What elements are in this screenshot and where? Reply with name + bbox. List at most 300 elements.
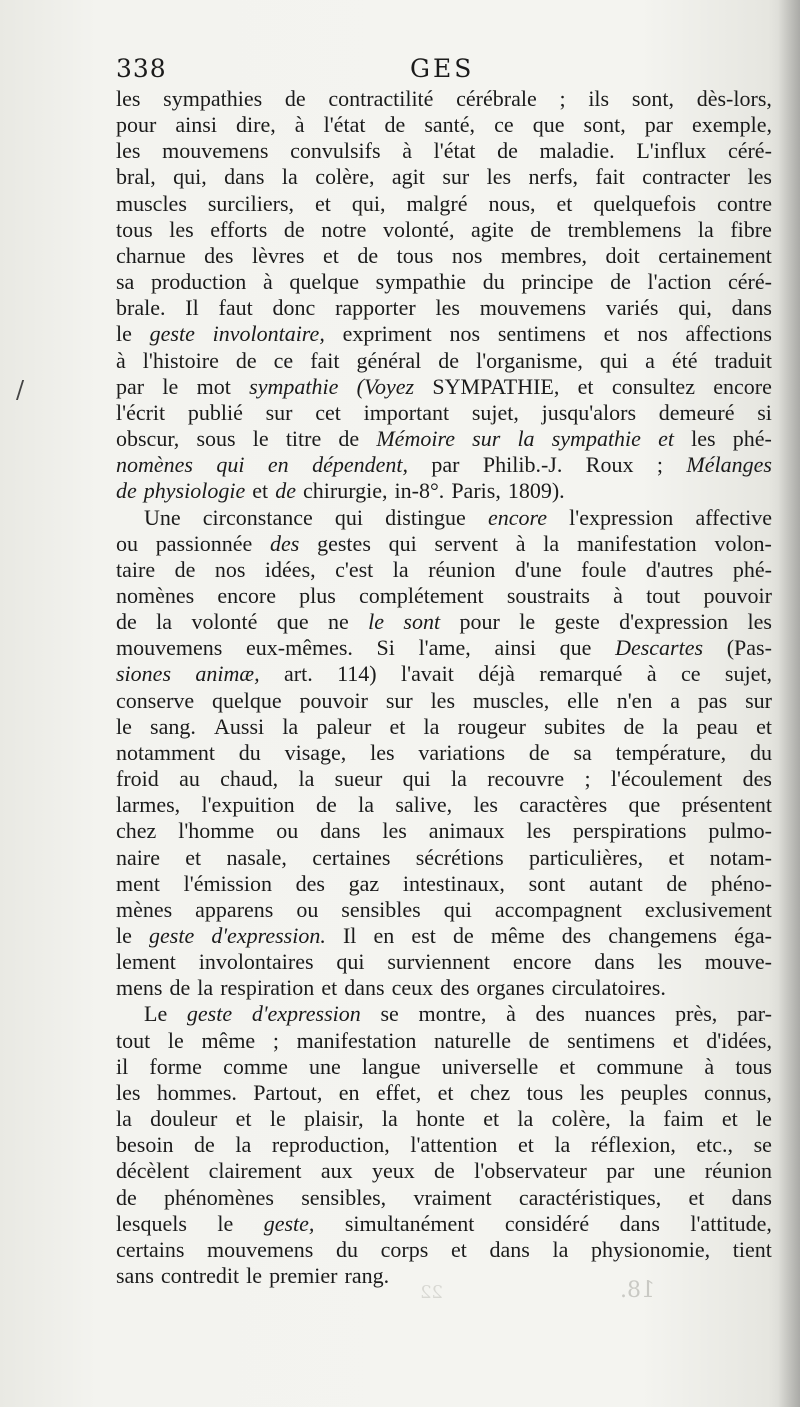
word: du — [749, 739, 772, 765]
word: bral, — [116, 164, 156, 190]
word: que — [628, 792, 661, 818]
word: et — [721, 1106, 738, 1132]
word: tout — [646, 582, 681, 608]
word: d'expression — [619, 609, 729, 635]
text-line — [116, 1054, 772, 1080]
word: le — [167, 1027, 184, 1053]
word: doit — [605, 242, 640, 268]
word: agit — [391, 164, 425, 190]
text-line — [116, 975, 772, 1001]
word: siones — [116, 661, 171, 687]
word: chaud, — [220, 766, 279, 792]
word: le — [519, 609, 536, 635]
word: geste — [186, 1001, 233, 1027]
word: l'état — [433, 138, 476, 164]
word: réunion — [428, 556, 496, 582]
word: naturelle — [434, 1027, 512, 1053]
word: peau — [696, 713, 738, 739]
word: et — [450, 1236, 467, 1262]
word: la — [392, 556, 409, 582]
text-line — [116, 1263, 772, 1289]
word: certains — [116, 1236, 185, 1262]
word: nos — [214, 556, 246, 582]
word: phénomènes — [164, 1184, 274, 1210]
word: remarqué — [539, 661, 623, 687]
text-line — [116, 740, 772, 766]
word: l'action — [647, 269, 712, 295]
word: muscles, — [472, 687, 550, 713]
word: de — [434, 1158, 455, 1184]
word: sur — [265, 399, 293, 425]
word: encore — [713, 373, 772, 399]
word: colère, — [315, 164, 375, 190]
word: quelquefois — [593, 190, 697, 216]
word: encore — [487, 504, 547, 530]
word: dès-lors, — [696, 86, 772, 111]
word: circulatoires. — [551, 975, 666, 1001]
word: qui, — [678, 295, 712, 321]
word: honte — [416, 1106, 465, 1132]
word: de — [116, 1184, 137, 1210]
word: par — [116, 373, 145, 399]
word: geste — [149, 321, 195, 347]
word: les — [370, 739, 395, 765]
text-line — [116, 792, 772, 818]
word: sentimens — [567, 1027, 656, 1053]
word: la — [358, 792, 374, 818]
word: éga- — [734, 923, 772, 948]
word: comme — [223, 1053, 288, 1079]
word: chez — [116, 818, 157, 844]
word: ne — [327, 609, 349, 635]
word: le — [116, 923, 132, 948]
word: une — [309, 1053, 341, 1079]
word: certaines — [312, 844, 391, 870]
word: ils — [588, 86, 610, 111]
word: corps — [380, 1236, 429, 1262]
word: colère, — [551, 1106, 611, 1132]
word: Il — [342, 923, 357, 948]
word: taire — [116, 556, 156, 582]
word: la — [662, 713, 679, 739]
word: universelle — [441, 1053, 539, 1079]
word: phé- — [732, 426, 772, 452]
word: le — [217, 1210, 234, 1236]
word: Mémoire — [376, 426, 455, 452]
text-line — [116, 295, 772, 321]
word: convulsifs — [290, 138, 381, 164]
word: et — [577, 373, 594, 399]
word: maladie. — [539, 138, 615, 164]
word: le — [368, 609, 385, 635]
word: organes — [476, 975, 545, 1001]
word: sympathie — [375, 269, 467, 295]
word: tous — [396, 242, 434, 268]
word: dépendent, — [312, 452, 408, 478]
word: c'est — [335, 556, 374, 582]
word: contredit — [160, 1263, 240, 1289]
word: exemple, — [691, 112, 772, 138]
text-line — [116, 1185, 772, 1211]
word: le — [756, 1106, 772, 1132]
word: physiologie — [143, 478, 246, 504]
word: idées, — [264, 556, 316, 582]
word: caractéristiques, — [518, 1184, 662, 1210]
word: vraiment — [413, 1184, 492, 1210]
text-line — [116, 164, 772, 190]
word: distingue — [385, 504, 466, 530]
word: mot — [196, 373, 231, 399]
word: intestinaux, — [402, 870, 505, 896]
word: a — [645, 347, 655, 373]
word: manifestation — [576, 530, 697, 556]
text-line — [116, 321, 772, 347]
word: de — [497, 138, 518, 164]
word: certainement — [658, 242, 772, 268]
word: commune — [596, 1053, 684, 1079]
word: nasale, — [226, 844, 287, 870]
word: céré- — [727, 138, 772, 164]
word: la — [197, 975, 214, 1001]
word: et — [322, 242, 339, 268]
word: qui, — [351, 190, 386, 216]
text-line — [116, 1237, 772, 1263]
word: dans — [344, 975, 385, 1001]
word: qui — [334, 504, 363, 530]
text-line — [116, 1001, 772, 1027]
word: pour — [116, 112, 157, 138]
word: sur — [442, 164, 470, 190]
text-line — [116, 871, 772, 897]
text-line — [116, 348, 772, 374]
word: encore — [217, 582, 276, 608]
word: des — [535, 1001, 565, 1027]
word: jusqu'alors — [541, 399, 637, 425]
word: de — [338, 426, 360, 452]
word: sujet, — [724, 661, 772, 687]
word: que — [276, 609, 309, 635]
word: rapporter — [335, 295, 416, 321]
word: tout — [116, 1027, 151, 1053]
word: près, — [675, 1001, 718, 1027]
word: les — [473, 792, 498, 818]
word: que — [559, 635, 592, 661]
text-line — [116, 1028, 772, 1054]
word: tient — [732, 1236, 772, 1262]
word: qui — [443, 896, 472, 922]
word: chirurgie, — [302, 478, 388, 504]
word: pouvoir — [299, 687, 368, 713]
word: les — [116, 138, 141, 164]
word: au — [179, 766, 200, 792]
page-header — [110, 54, 685, 88]
word: la — [298, 766, 315, 792]
word: la — [381, 1106, 398, 1132]
word: sont — [528, 870, 566, 896]
text-line — [116, 505, 772, 531]
word: des — [204, 242, 234, 268]
word: sont — [403, 609, 441, 635]
text-line — [116, 714, 772, 740]
word: de — [528, 1027, 550, 1053]
word: changemens — [608, 923, 717, 948]
word: sympathie — [551, 426, 641, 452]
word: dans — [224, 164, 265, 190]
word: des — [561, 923, 592, 948]
word: agite — [471, 216, 514, 242]
word: la — [543, 530, 560, 556]
word: volonté — [191, 609, 258, 635]
word: de — [116, 609, 137, 635]
text-line — [116, 557, 772, 583]
word: pas — [697, 687, 728, 713]
show-through-text: 22 — [420, 1282, 443, 1303]
word: dans — [731, 1184, 772, 1210]
word: quelque — [212, 687, 282, 713]
word: qui — [388, 530, 417, 556]
word: les — [169, 216, 194, 242]
text-line — [116, 1211, 772, 1237]
word: de — [666, 870, 688, 896]
word: ; — [584, 766, 591, 792]
page-number: 338 — [116, 54, 167, 83]
word: nos — [451, 242, 483, 268]
word: et — [517, 1132, 534, 1158]
word: aux — [320, 1158, 353, 1184]
word: et — [756, 713, 772, 739]
word: et — [556, 190, 573, 216]
word: Paris, — [451, 478, 501, 504]
word: reproduction, — [271, 1132, 390, 1158]
word: ceux — [391, 975, 434, 1001]
word: fibre — [730, 216, 772, 242]
word: lement — [116, 949, 176, 975]
word: l'observateur — [474, 1158, 587, 1184]
word: physionomie, — [590, 1236, 711, 1262]
word: et — [559, 1053, 576, 1079]
word: dans — [489, 1236, 530, 1262]
word: apparens — [195, 896, 274, 922]
word: accompagnent — [494, 896, 622, 922]
word: la — [629, 1106, 645, 1132]
word: les — [657, 949, 682, 975]
word: principe — [521, 269, 594, 295]
word: efforts — [210, 216, 268, 242]
word: quelque — [289, 269, 359, 295]
text-line — [116, 400, 772, 426]
word: circonstance — [202, 504, 313, 530]
word: les — [526, 818, 551, 844]
word: connus, — [704, 1079, 772, 1105]
word: et — [235, 1106, 252, 1132]
word: pulmo- — [708, 818, 772, 844]
word: contre — [717, 190, 772, 216]
word: de — [528, 739, 550, 765]
page-edge-shadow — [778, 0, 800, 1407]
word: chez — [469, 1079, 511, 1105]
word: variés — [605, 295, 659, 321]
word: de — [194, 1132, 215, 1158]
word: d'expression. — [211, 923, 326, 948]
word: ce — [494, 112, 514, 138]
word: de — [530, 216, 552, 242]
word: donc — [272, 295, 316, 321]
word: l'attention — [410, 1132, 498, 1158]
word: général — [356, 347, 422, 373]
word: rougeur — [457, 713, 526, 739]
word: autant — [588, 870, 643, 896]
word: la — [235, 1132, 252, 1158]
word: 1809). — [507, 478, 565, 504]
word: contracter — [642, 164, 731, 190]
word: réflexion, — [590, 1132, 676, 1158]
word: ; — [656, 452, 663, 478]
word: mouvemens — [116, 635, 223, 661]
word: mouvemens — [207, 1236, 314, 1262]
word: à — [704, 1053, 715, 1079]
word: céré- — [727, 269, 772, 295]
word: de — [116, 478, 137, 504]
word: une — [653, 1158, 686, 1184]
word: mouvemens — [479, 295, 587, 321]
word: Il — [185, 295, 199, 321]
word: l'organisme, — [476, 347, 583, 373]
word: notre — [321, 216, 367, 242]
word: faim — [663, 1106, 704, 1132]
word: et — [668, 844, 685, 870]
word: encore — [512, 949, 572, 975]
word: de — [284, 86, 306, 111]
word: du — [336, 1236, 359, 1262]
word: la — [282, 713, 299, 739]
word: le — [116, 321, 132, 347]
word: clairement — [208, 1158, 302, 1184]
word: surciliers, — [207, 190, 295, 216]
word: dans — [731, 295, 772, 321]
word: et — [185, 844, 202, 870]
word: titre — [285, 426, 322, 452]
word: Partout, — [253, 1079, 323, 1105]
word: exclusivement — [644, 896, 772, 922]
word: qui — [599, 347, 629, 373]
word: qui — [402, 766, 431, 792]
word: publié — [187, 399, 243, 425]
word: montre, — [418, 1001, 487, 1027]
word: demeuré — [658, 399, 735, 425]
word: tous — [735, 1053, 772, 1079]
word: sont, — [631, 86, 675, 111]
word: le — [246, 1263, 263, 1289]
word: affections — [685, 321, 772, 347]
word: le — [162, 373, 179, 399]
word: phéno- — [710, 870, 772, 896]
word: ainsi — [175, 112, 217, 138]
word: etc., — [696, 1132, 734, 1158]
word: décèlent — [116, 1158, 190, 1184]
word: ou — [296, 896, 319, 922]
word: nous, — [488, 190, 536, 216]
word: si — [757, 399, 772, 425]
word: yeux — [371, 1158, 415, 1184]
word: température, — [615, 739, 727, 765]
word: par — [606, 1158, 635, 1184]
word: et — [314, 190, 331, 216]
word: ; — [559, 86, 566, 111]
text-line — [116, 635, 772, 661]
word: de — [610, 269, 631, 295]
word: des — [440, 975, 470, 1001]
word: complétement — [359, 582, 484, 608]
word: fait — [310, 347, 340, 373]
word: le — [252, 426, 269, 452]
word: faut — [218, 295, 253, 321]
word: les — [435, 295, 460, 321]
word: et — [437, 1079, 454, 1105]
word: fait — [595, 164, 625, 190]
text-line — [116, 1158, 772, 1184]
word: sont, — [583, 112, 626, 138]
word: mouve- — [704, 949, 772, 975]
word: important — [363, 399, 450, 425]
word: eux-mêmes. — [245, 635, 353, 661]
word: du — [482, 269, 505, 295]
word: sang. — [150, 713, 196, 739]
word: Une — [144, 504, 181, 530]
word: tremblemens — [567, 216, 682, 242]
word: à — [613, 582, 623, 608]
word: dans — [594, 949, 635, 975]
word: l'expression — [569, 504, 674, 530]
word: d'autres — [645, 556, 714, 582]
word: volon- — [714, 530, 772, 556]
word: gaz — [348, 870, 380, 896]
word: ou — [116, 530, 138, 556]
word: expriment — [342, 321, 432, 347]
word: manifestation — [296, 1027, 417, 1053]
word: langue — [361, 1053, 421, 1079]
word: notamment — [116, 739, 215, 765]
word: la — [697, 216, 714, 242]
word: a — [670, 687, 681, 713]
word: effet, — [375, 1079, 422, 1105]
word: douleur — [150, 1106, 218, 1132]
word: présentent — [681, 792, 772, 818]
word: tous — [526, 1079, 564, 1105]
word: membres, — [500, 242, 588, 268]
text-line — [116, 243, 772, 269]
word: muscles — [116, 190, 187, 216]
word: sans — [116, 1263, 154, 1289]
running-head: GES — [410, 54, 475, 83]
word: passionnée — [155, 530, 253, 556]
word: contractilité — [328, 86, 434, 111]
word: et — [389, 713, 406, 739]
word: sympathie — [249, 373, 339, 399]
word: la — [517, 1106, 534, 1132]
word: subites — [544, 713, 606, 739]
word: production — [150, 269, 247, 295]
word: des — [295, 870, 325, 896]
text-line — [116, 426, 772, 452]
word: Mélanges — [686, 452, 772, 478]
word: sujet, — [471, 399, 519, 425]
word: malgré — [406, 190, 468, 216]
word: et — [321, 975, 338, 1001]
word: lesquels — [116, 1210, 187, 1236]
word: nerfs, — [528, 164, 578, 190]
word: les — [382, 818, 407, 844]
word: brale. — [116, 295, 166, 321]
